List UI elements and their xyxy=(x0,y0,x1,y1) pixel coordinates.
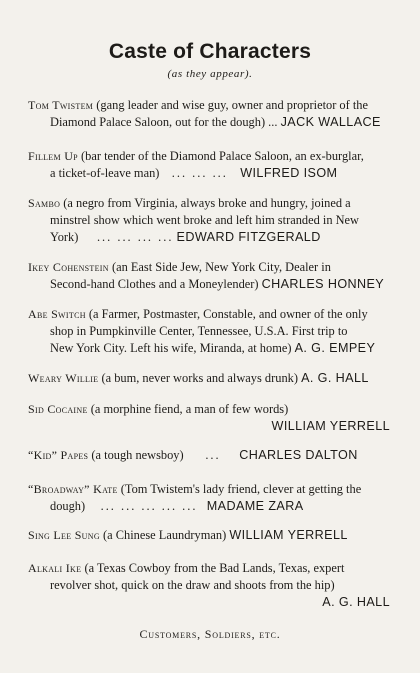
actor-name: WILLIAM YERRELL xyxy=(229,528,348,542)
character-description: York) xyxy=(50,230,79,244)
character-description: revolver shot, quick on the draw and shoots from the hip) xyxy=(50,578,335,592)
character-name: Sambo xyxy=(28,196,61,210)
actor-name: A. G. EMPEY xyxy=(294,341,376,355)
character-name: Sing Lee Sung xyxy=(28,528,100,542)
character-entry-ikey-cohenstein xyxy=(28,259,390,293)
character-entry-alkali-ike xyxy=(28,560,390,611)
entry-line xyxy=(28,212,390,229)
character-description: Second-hand Clothes and a Moneylender) xyxy=(50,277,259,291)
actor-name: WILFRED ISOM xyxy=(240,166,338,180)
character-entry-sid-cocaine xyxy=(28,401,390,435)
character-name: Abe Switch xyxy=(28,307,86,321)
entry-line xyxy=(28,340,390,357)
character-description: (a negro from Virginia, always broke and hungry, joined a xyxy=(63,196,351,210)
character-name: Sid Cocaine xyxy=(28,402,88,416)
character-entry-weary-willie xyxy=(28,370,390,387)
footer-note: Customers, Soldiers, etc. xyxy=(139,627,281,641)
entry-line xyxy=(28,165,390,182)
character-description: (bar tender of the Diamond Palace Saloon, an ex-burglar, xyxy=(81,149,364,163)
entry-line xyxy=(28,323,390,340)
character-description: dough) xyxy=(50,499,86,513)
character-name: Alkali Ike xyxy=(28,561,82,575)
character-description: shop in Pumpkinville Center, Tennessee, U.S.A. First trip to xyxy=(50,324,348,338)
character-description: (a Chinese Laundryman) xyxy=(103,528,227,542)
page-title: Caste of Characters xyxy=(108,40,312,63)
character-entry-tom-twistem xyxy=(28,97,390,131)
actor-name: CHARLES HONNEY xyxy=(261,277,385,291)
entry-line xyxy=(28,114,390,131)
character-description: (a tough newsboy) xyxy=(91,448,184,462)
entry-line xyxy=(28,306,390,323)
character-description: (gang leader and wise guy, owner and proprietor of the xyxy=(96,98,368,112)
actor-name: CHARLES DALTON xyxy=(239,448,358,462)
character-description: (Tom Twistem's lady friend, clever at getting the xyxy=(120,482,362,496)
entry-line xyxy=(28,594,390,611)
actor-name: MADAME ZARA xyxy=(206,499,304,513)
leader-dots: ... ... ... ... xyxy=(96,230,174,244)
character-description: (a morphine fiend, a man of few words) xyxy=(90,402,289,416)
leader-dots: ... ... ... ... ... xyxy=(100,499,198,513)
entry-line xyxy=(28,418,390,435)
entry-line xyxy=(28,527,390,544)
entry-line xyxy=(28,195,390,212)
character-description: a ticket-of-leave man) xyxy=(50,166,160,180)
character-description: (a Farmer, Postmaster, Constable, and owner of the only xyxy=(88,307,368,321)
character-name: Ikey Cohenstein xyxy=(28,260,109,274)
leader-dots: ... xyxy=(205,448,221,462)
character-description: (an East Side Jew, New York City, Dealer in xyxy=(111,260,331,274)
character-entry-broadway-kate xyxy=(28,481,390,515)
entry-line xyxy=(28,447,390,464)
character-name: Fillem Up xyxy=(28,149,78,163)
character-name: “Kid” Papes xyxy=(28,448,89,462)
entry-line xyxy=(28,481,390,498)
character-name: “Broadway” Kate xyxy=(28,482,118,496)
actor-name: EDWARD FITZGERALD xyxy=(176,230,321,244)
actor-name: WILLIAM YERRELL xyxy=(271,419,390,433)
leader-dots: ... ... ... xyxy=(171,166,228,180)
actor-name: A. G. HALL xyxy=(322,595,390,609)
character-name: Weary Willie xyxy=(28,371,99,385)
actor-name: A. G. HALL xyxy=(301,371,369,385)
entry-line xyxy=(28,229,390,246)
character-description: New York City. Left his wife, Miranda, at home) xyxy=(50,341,292,355)
character-description: (a Texas Cowboy from the Bad Lands, Texas, expert xyxy=(84,561,345,575)
entry-line xyxy=(28,498,390,515)
entry-line xyxy=(28,259,390,276)
character-entry-kid-papes xyxy=(28,447,390,464)
character-entry-abe-switch xyxy=(28,306,390,357)
character-description: minstrel show which went broke and left him stranded in New xyxy=(50,213,360,227)
character-entry-sambo xyxy=(28,195,390,246)
character-description: (a bum, never works and always drunk) xyxy=(101,371,298,385)
entry-line xyxy=(28,370,390,387)
entry-line xyxy=(28,97,390,114)
character-entry-sing-lee-sung xyxy=(28,527,390,544)
actor-name: JACK WALLACE xyxy=(280,115,381,129)
entry-line xyxy=(28,276,390,293)
character-name: Tom Twistem xyxy=(28,98,94,112)
character-description: Diamond Palace Saloon, out for the dough) ... xyxy=(50,115,278,129)
page-subtitle: (as they appear). xyxy=(167,68,253,80)
entry-line xyxy=(28,148,390,165)
character-entry-fillem-up xyxy=(28,148,390,182)
entry-line xyxy=(28,401,390,418)
entry-line xyxy=(28,577,390,594)
entry-line xyxy=(28,560,390,577)
